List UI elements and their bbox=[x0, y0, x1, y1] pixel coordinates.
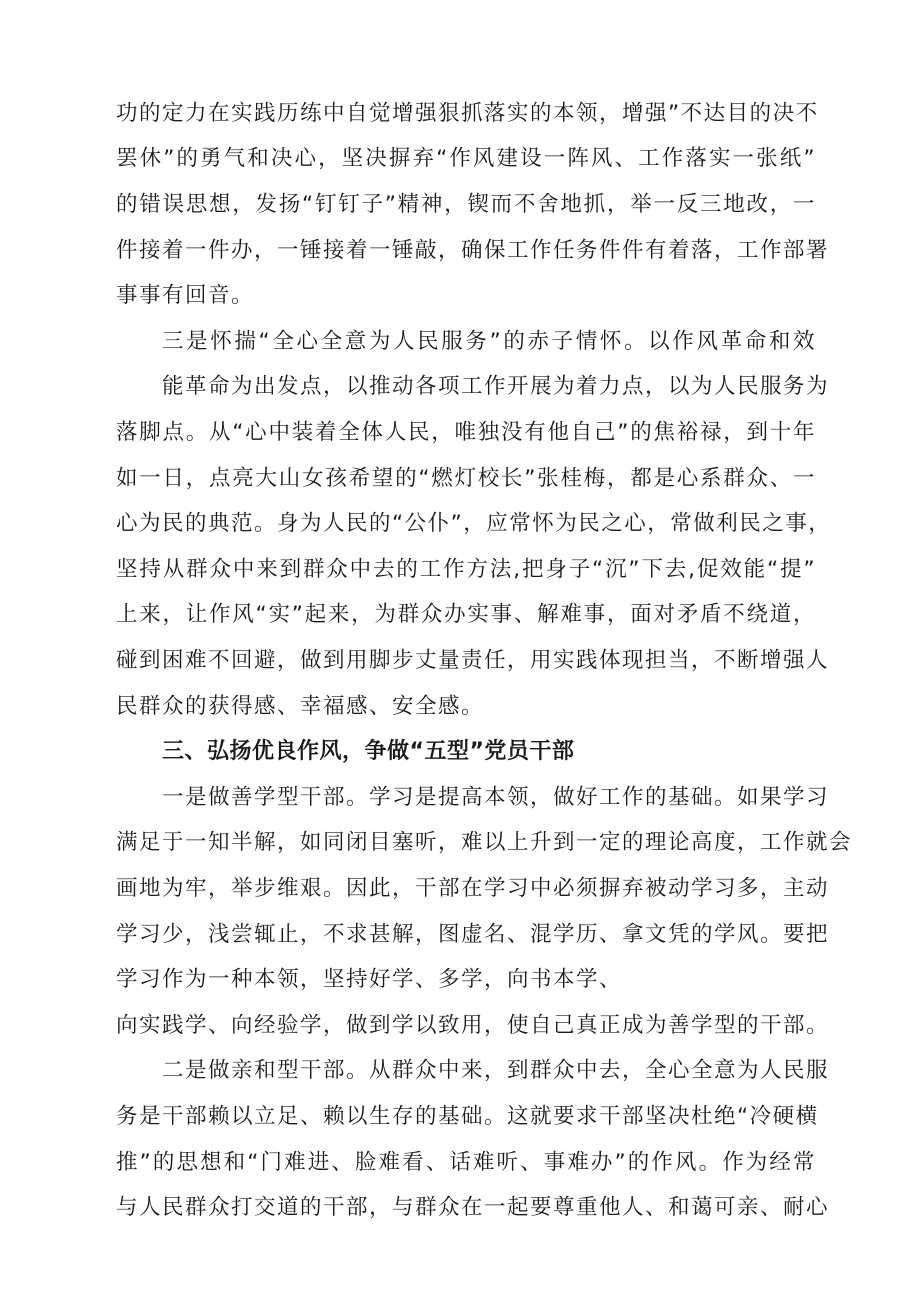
section-heading: 三、弘扬优良作风，争做“五型”党员干部 bbox=[162, 739, 575, 764]
paragraph-line: 罢休”的勇气和决心，坚决摒弃“作风建设一阵风、工作落实一张纸” bbox=[116, 146, 816, 171]
paragraph-line: 落脚点。从“心中装着全体人民，唯独没有他自己”的焦裕禄，到十年 bbox=[116, 420, 816, 445]
paragraph-line: 上来，让作风“实”起来，为群众办实事、解难事，面对矛盾不绕道， bbox=[116, 602, 816, 627]
paragraph-line: 民群众的获得感、幸福感、安全感。 bbox=[116, 694, 485, 719]
paragraph-line: 务是干部赖以立足、赖以生存的基础。这就要求干部坚决杜绝“冷硬横 bbox=[116, 1104, 819, 1129]
paragraph-line: 碰到困难不回避，做到用脚步丈量责任，用实践体现担当，不断增强人 bbox=[116, 648, 830, 673]
paragraph-line: 坚持从群众中来到群众中去的工作方法,把身子“沉”下去,促效能“提” bbox=[116, 557, 816, 582]
paragraph-line: 心为民的典范。身为人民的“公仆”，应常怀为民之心，常做利民之事， bbox=[116, 511, 832, 536]
paragraph-line: 事事有回音。 bbox=[116, 283, 255, 308]
paragraph-line: 二是做亲和型干部。从群众中来，到群众中去，全心全意为人民服 bbox=[162, 1058, 830, 1083]
paragraph-line: 满足于一知半解，如同闭目塞听，难以上升到一定的理论高度，工作就会 bbox=[116, 830, 853, 855]
paragraph-line: 向实践学、向经验学，做到学以致用，使自己真正成为善学型的干部。 bbox=[116, 1013, 830, 1038]
paragraph-line: 学习作为一种本领，坚持好学、多学，向书本学、 bbox=[116, 967, 623, 992]
paragraph-line: 画地为牢，举步维艰。因此，干部在学习中必须摒弃被动学习多，主动 bbox=[116, 876, 830, 901]
paragraph-line: 件接着一件办，一锤接着一锤敲，确保工作任务件件有着落，工作部署 bbox=[116, 238, 830, 263]
paragraph-line: 与人民群众打交道的干部，与群众在一起要尊重他人、和蔼可亲、耐心 bbox=[116, 1195, 830, 1220]
paragraph-line: 一是做善学型干部。学习是提高本领，做好工作的基础。如果学习 bbox=[162, 785, 830, 810]
paragraph-line: 学习少，浅尝辄止，不求甚解，图虚名、混学历、拿文凭的学风。要把 bbox=[116, 922, 830, 947]
paragraph-line: 三是怀揣“全心全意为人民服务”的赤子情怀。以作风革命和效 bbox=[162, 329, 816, 354]
paragraph-line: 如一日，点亮大山女孩希望的“燃灯校长”张桂梅，都是心系群众、一 bbox=[116, 466, 816, 491]
paragraph-line: 功的定力在实践历练中自觉增强狠抓落实的本领，增强”不达目的决不 bbox=[116, 101, 819, 126]
paragraph-line: 能革命为出发点，以推动各项工作开展为着力点，以为人民服务为 bbox=[162, 374, 830, 399]
paragraph-line: 推”的思想和“门难进、脸难看、话难听、事难办”的作风。作为经常 bbox=[116, 1150, 816, 1175]
paragraph-line: 的错误思想，发扬“钉钉子”精神，锲而不舍地抓，举一反三地改，一 bbox=[116, 192, 816, 217]
